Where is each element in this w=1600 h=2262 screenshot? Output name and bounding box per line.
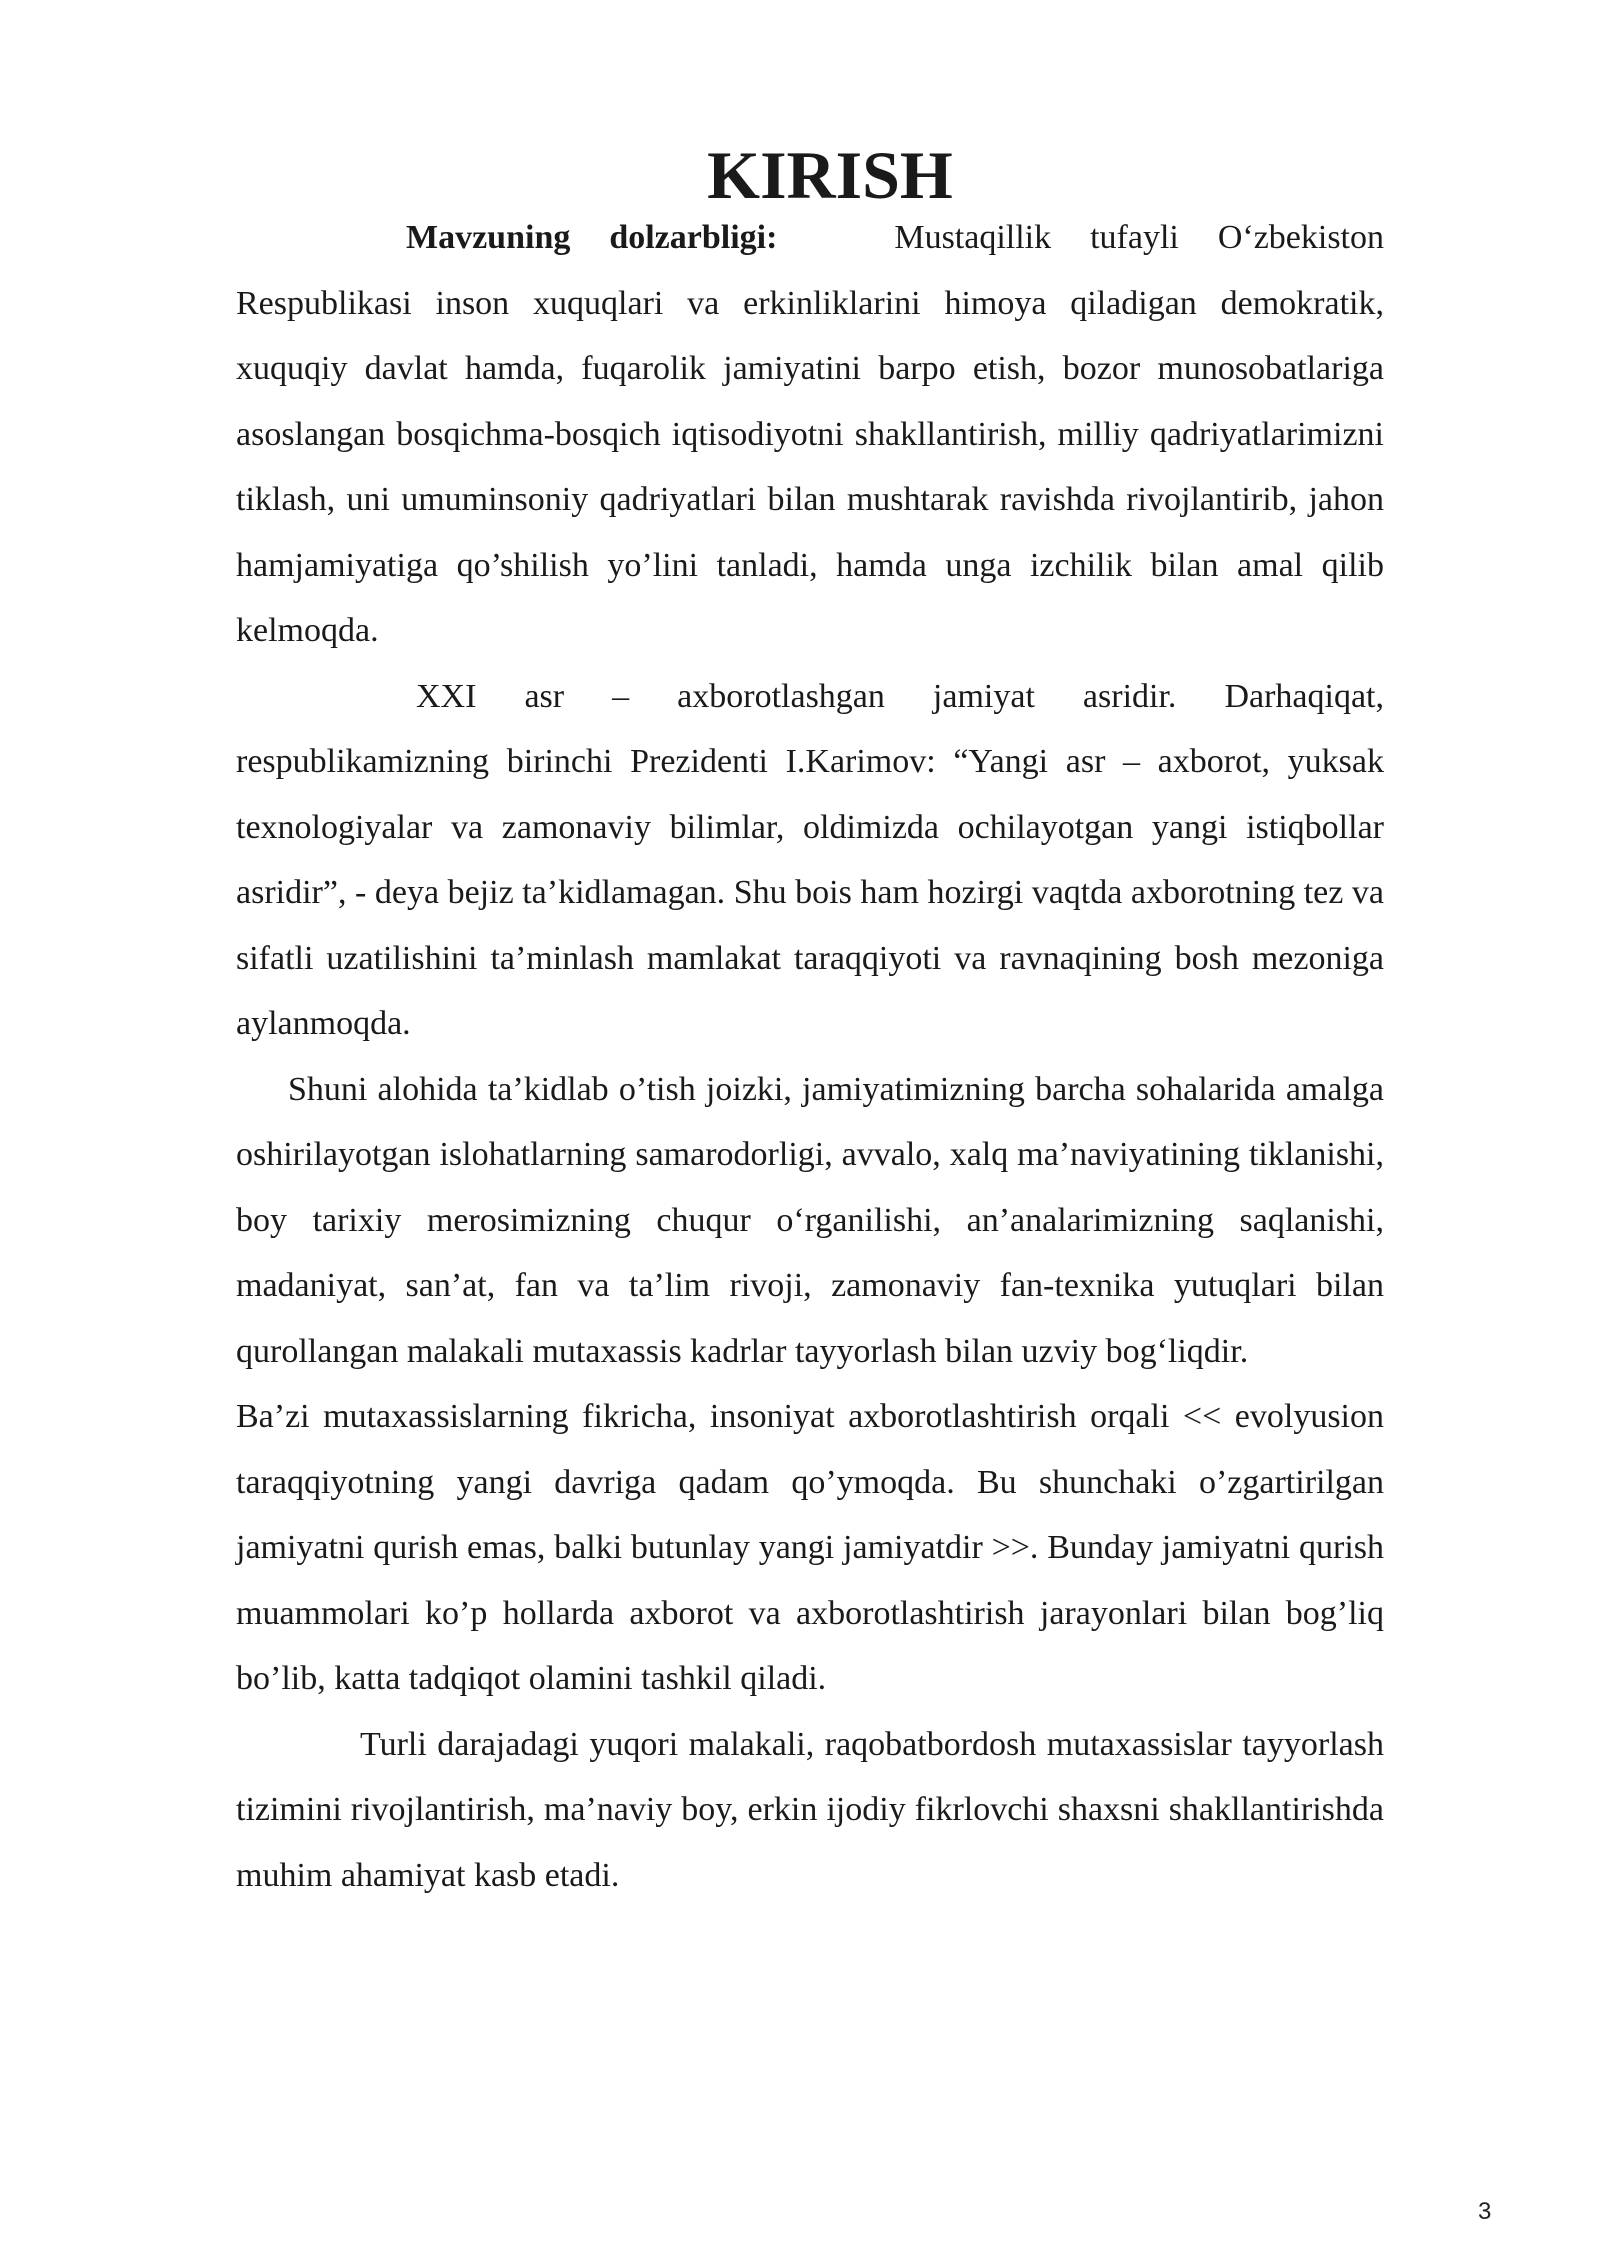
relevance-body: Mustaqillik tufayli O‘zbekiston Respublikasi inson xuquqlari va erkinliklarini himoya qiladigan demokratik, xuquqiy davlat hamda, fuqarolik jamiyatini barpo etish, bozor munosobatlariga asoslangan bosqichma-bosqich iqtisodiyotni shakllantirish, milliy qadriyatlarimizni tiklash, uni umuminsoniy qadriyatlari bilan mushtarak ravishda rivojlantirib, jahon hamjamiyatiga qo’shilish yo’lini tanladi, hamda unga izchilik bilan amal qilib kelmoqda. (236, 219, 1384, 649)
paragraph-specialists-opinion: Ba’zi mutaxassislarning fikricha, insoniyat axborotlashtirish orqali << evolyusion taraqqiyotning yangi davriga qadam qo’ymoqda. Bu shunchaki o’zgartirilgan jamiyatni qurish emas, balki butunlay yangi jamiyatdir >>. Bunday jamiyatni qurish muammolari ko’p hollarda axborot va axborotlashtirish jarayonlari bilan bog’liq bo’lib, katta tadqiqot olamini tashkil qiladi. (236, 1398, 1384, 1697)
document-page (236, 137, 1384, 1908)
paragraph-relevance (236, 205, 1384, 664)
section-heading: KIRISH (707, 137, 953, 213)
relevance-lead: Mavzuning dolzarbligi: (406, 219, 778, 256)
paragraph-information-age: XXI asr – axborotlashgan jamiyat asridir. Darhaqiqat, respublikamizning birinchi Prezidenti I.Karimov: “Yangi asr – axborot, yuksak texnologiyalar va zamonaviy bilimlar, oldimizda ochilayotgan yangi istiqbollar asridir”, - deya bejiz ta’kidlamagan. Shu bois ham hozirgi vaqtda axborotning tez va sifatli uzatilishini ta’minlash mamlakat taraqqiyoti va ravnaqining bosh mezoniga aylanmoqda. (236, 677, 1384, 1042)
paragraph-training-system: Turli darajadagi yuqori malakali, raqobatbordosh mutaxassislar tayyorlash tizimini rivojlantirish, ma’naviy boy, erkin ijodiy fikrlovchi shaxsni shakllantirishda muhim ahamiyat kasb etadi. (236, 1725, 1384, 1894)
page-number: 3 (1478, 2198, 1492, 2225)
paragraph-reforms: Shuni alohida ta’kidlab o’tish joizki, jamiyatimizning barcha sohalarida amalga oshirilayotgan islohatlarning samarodorligi, avvalo, xalq ma’naviyatining tiklanishi, boy tarixiy merosimizning chuqur o‘rganilishi, an’analarimizning saqlanishi, madaniyat, san’at, fan va ta’lim rivoji, zamonaviy fan-texnika yutuqlari bilan qurollangan malakali mutaxassis kadrlar tayyorlash bilan uzviy bog‘liqdir. (236, 1070, 1384, 1370)
